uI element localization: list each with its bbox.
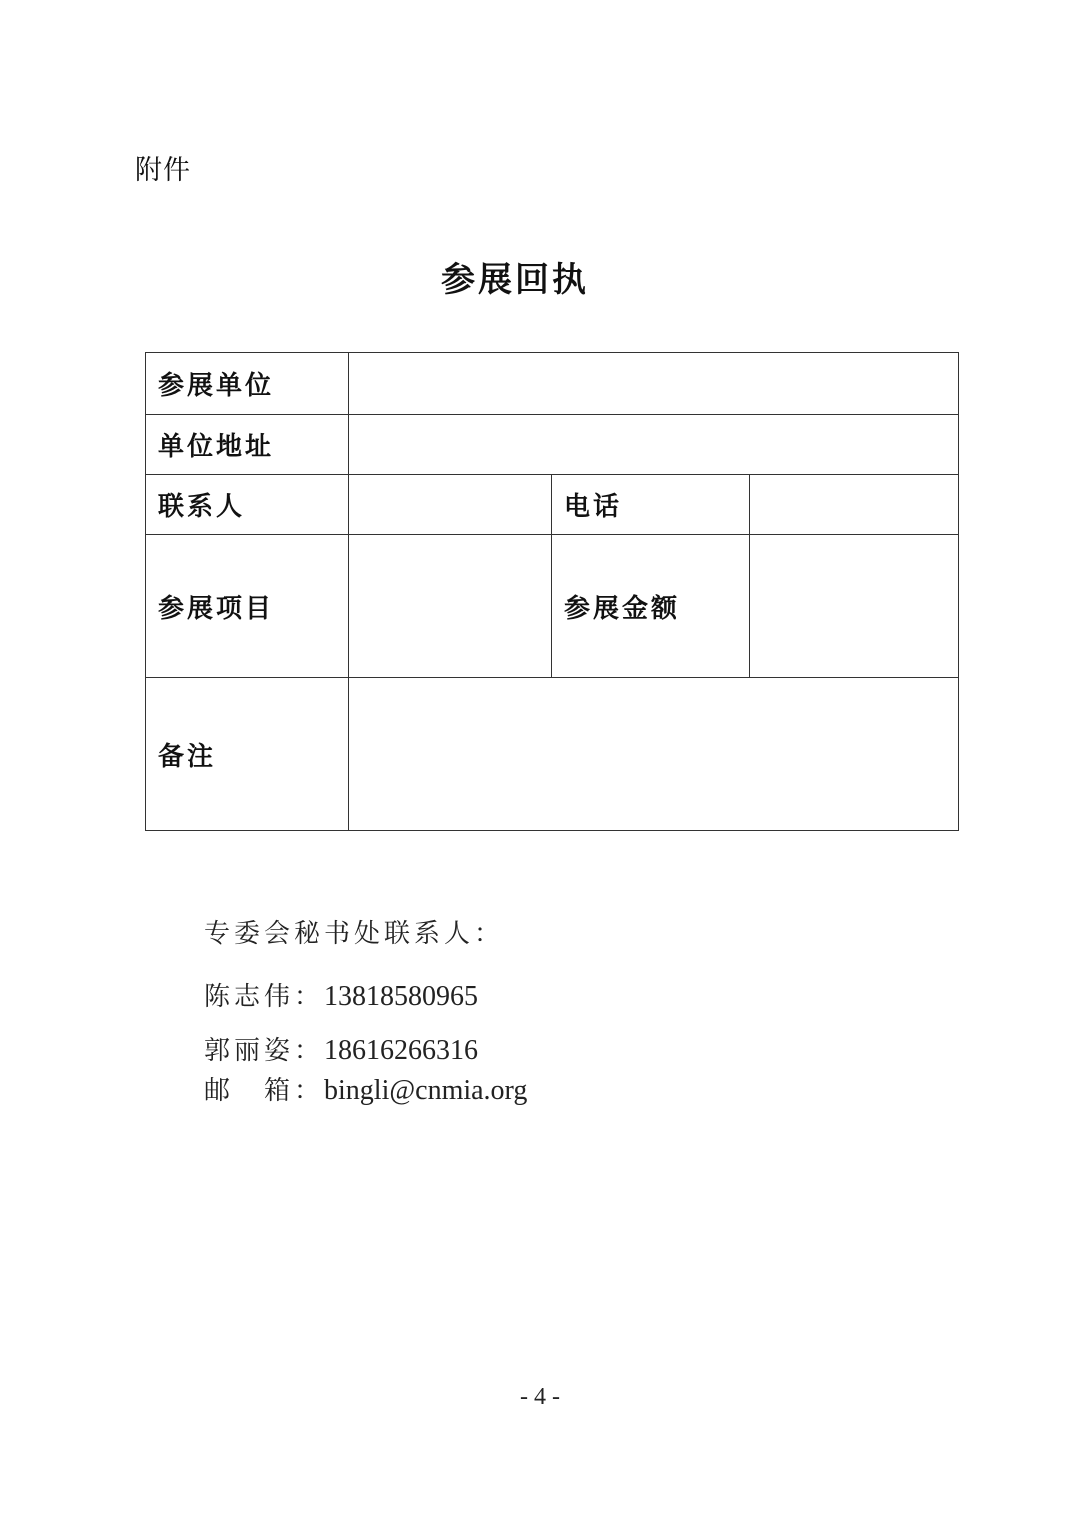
page-title: 参展回执	[441, 260, 589, 300]
page-number: - 4 -	[520, 1384, 560, 1410]
project-label: 参展项目	[146, 535, 349, 678]
email-label: 邮 箱：	[204, 1076, 325, 1106]
contact-phone: 18616266316	[324, 1035, 479, 1066]
contact-email	[204, 1070, 527, 1107]
attachment-label: 附件	[135, 155, 191, 186]
row-address	[146, 415, 959, 475]
contact-guo	[204, 1030, 478, 1067]
receipt-form-table	[145, 352, 959, 831]
row-project	[146, 535, 959, 678]
address-field[interactable]	[349, 415, 959, 475]
contact-name: 陈志伟：	[204, 982, 325, 1012]
phone-field[interactable]	[750, 475, 959, 535]
remarks-field[interactable]	[349, 678, 959, 831]
contact-chen	[204, 976, 478, 1013]
contact-label: 联系人	[146, 475, 349, 535]
amount-label: 参展金额	[552, 535, 750, 678]
remarks-label: 备注	[146, 678, 349, 831]
secretariat-heading	[204, 913, 504, 950]
address-label: 单位地址	[146, 415, 349, 475]
contact-field[interactable]	[349, 475, 552, 535]
exhibitor-label: 参展单位	[146, 353, 349, 415]
amount-field[interactable]	[750, 535, 959, 678]
secretariat-heading-text: 专委会秘书处联系人：	[204, 919, 505, 949]
email-address[interactable]: bingli@cnmia.org	[324, 1075, 528, 1106]
exhibitor-field[interactable]	[349, 353, 959, 415]
contact-phone: 13818580965	[324, 981, 479, 1012]
phone-label: 电话	[552, 475, 750, 535]
row-contact	[146, 475, 959, 535]
project-field[interactable]	[349, 535, 552, 678]
contact-name: 郭丽姿：	[204, 1036, 325, 1066]
row-exhibitor	[146, 353, 959, 415]
row-remarks	[146, 678, 959, 831]
